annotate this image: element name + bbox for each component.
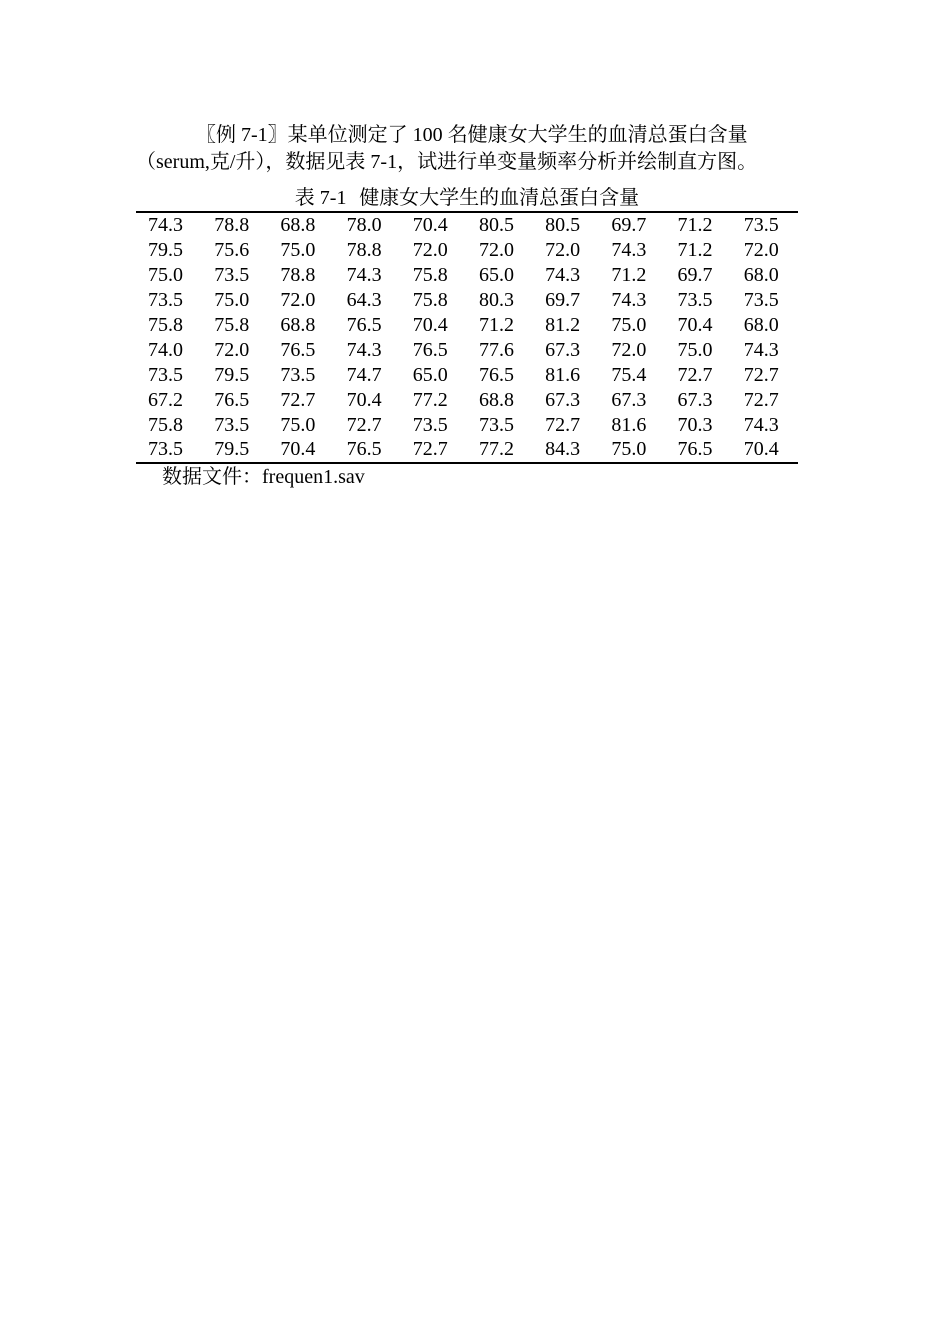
- table-cell: 74.3: [545, 264, 581, 287]
- table-cell: 70.3: [677, 413, 713, 436]
- table-cell: 71.2: [478, 314, 514, 336]
- table-cell: 68.8: [280, 314, 316, 336]
- table-cell: 65.0: [478, 264, 514, 287]
- table-row: [136, 288, 798, 313]
- table-row: [136, 362, 798, 387]
- table-cell: 75.4: [611, 363, 647, 386]
- table-cell: 73.5: [743, 289, 779, 312]
- table-cell: 68.0: [743, 314, 779, 336]
- table-cell: 74.0: [148, 338, 183, 361]
- table-cell: 72.0: [743, 239, 779, 262]
- table-cell: 74.7: [346, 363, 382, 386]
- table-body: [136, 213, 798, 462]
- table-cell: 75.0: [611, 314, 647, 336]
- table-cell: 81.6: [545, 363, 581, 386]
- table-cell: 75.6: [214, 239, 250, 262]
- table-cell: 78.0: [346, 214, 382, 237]
- table-row: [136, 337, 798, 362]
- table-cell: 78.8: [280, 264, 316, 287]
- table-cell: 75.8: [412, 264, 448, 287]
- table-cell: 78.8: [346, 239, 382, 262]
- table-cell: 68.0: [743, 264, 779, 287]
- table-cell: 77.6: [478, 338, 514, 361]
- table-cell: 75.8: [214, 314, 250, 336]
- table-cell: 72.7: [743, 363, 779, 386]
- table-cell: 70.4: [412, 314, 448, 336]
- table-cell: 70.4: [412, 214, 448, 237]
- table-cell: 78.8: [214, 214, 250, 237]
- table-cell: 70.4: [743, 438, 779, 461]
- table-cell: 67.2: [148, 388, 183, 411]
- intro-line-2: （serum,克/升），数据见表 7-1，试进行单变量频率分析并绘制直方图。: [136, 151, 758, 173]
- table-cell: 72.7: [677, 363, 713, 386]
- table-cell: 72.7: [346, 413, 382, 436]
- table-cell: 73.5: [677, 289, 713, 312]
- table-cell: 79.5: [214, 363, 250, 386]
- table-cell: 70.4: [280, 438, 316, 461]
- table-row: [136, 313, 798, 338]
- table-cell: 72.0: [478, 239, 514, 262]
- serum-data-table: [136, 211, 798, 464]
- table-cell: 76.5: [214, 388, 250, 411]
- table-cell: 77.2: [412, 388, 448, 411]
- table-cell: 67.3: [545, 388, 581, 411]
- table-cell: 79.5: [214, 438, 250, 461]
- table-cell: 74.3: [148, 214, 183, 237]
- table-caption-text: 健康女大学生的血清总蛋白含量: [359, 185, 640, 209]
- table-row: [136, 412, 798, 437]
- table-cell: 65.0: [412, 363, 448, 386]
- table-cell: 74.3: [611, 239, 647, 262]
- table-cell: 75.0: [280, 239, 316, 262]
- table-cell: 75.0: [611, 438, 647, 461]
- table-cell: 71.2: [677, 214, 713, 237]
- table-cell: 74.3: [346, 338, 382, 361]
- table-cell: 75.8: [148, 413, 183, 436]
- table-cell: 80.5: [478, 214, 514, 237]
- table-cell: 73.5: [148, 289, 183, 312]
- table-cell: 75.8: [412, 289, 448, 312]
- data-file-note: [162, 464, 365, 490]
- table-cell: 72.0: [611, 338, 647, 361]
- table-cell: 67.3: [677, 388, 713, 411]
- table-cell: 76.5: [412, 338, 448, 361]
- table-cell: 73.5: [214, 264, 250, 287]
- table-cell: 73.5: [412, 413, 448, 436]
- table-row: [136, 213, 798, 238]
- table-cell: 72.7: [545, 413, 581, 436]
- table-cell: 68.8: [280, 214, 316, 237]
- table-cell: 76.5: [346, 314, 382, 336]
- table-cell: 75.0: [280, 413, 316, 436]
- table-cell: 69.7: [611, 214, 647, 237]
- table-cell: 76.5: [478, 363, 514, 386]
- table-cell: 73.5: [280, 363, 316, 386]
- table-cell: 73.5: [478, 413, 514, 436]
- table-cell: 67.3: [545, 338, 581, 361]
- table-cell: 75.0: [214, 289, 250, 312]
- table-caption-number: 表 7-1: [294, 187, 347, 209]
- data-file-name: frequen1.sav: [262, 466, 365, 488]
- table-cell: 72.7: [412, 438, 448, 461]
- table-cell: 69.7: [545, 289, 581, 312]
- table-row: [136, 437, 798, 462]
- table-cell: 75.8: [148, 314, 183, 336]
- table-cell: 79.5: [148, 239, 183, 262]
- table-caption: [136, 184, 798, 211]
- table-cell: 73.5: [148, 363, 183, 386]
- table-cell: 73.5: [214, 413, 250, 436]
- table-cell: 75.0: [148, 264, 183, 287]
- table-cell: 72.0: [545, 239, 581, 262]
- table-cell: 74.3: [743, 338, 779, 361]
- table-cell: 80.5: [545, 214, 581, 237]
- table-cell: 74.3: [346, 264, 382, 287]
- table-cell: 74.3: [611, 289, 647, 312]
- table-cell: 73.5: [743, 214, 779, 237]
- table-cell: 76.5: [280, 338, 316, 361]
- table-cell: 69.7: [677, 264, 713, 287]
- table-cell: 81.6: [611, 413, 647, 436]
- table-cell: 70.4: [677, 314, 713, 336]
- table-cell: 72.7: [280, 388, 316, 411]
- table-cell: 72.0: [214, 338, 250, 361]
- table-row: [136, 263, 798, 288]
- table-cell: 71.2: [677, 239, 713, 262]
- example-intro: [136, 122, 800, 176]
- table-cell: 80.3: [478, 289, 514, 312]
- table-cell: 68.8: [478, 388, 514, 411]
- table-cell: 67.3: [611, 388, 647, 411]
- table-cell: 72.0: [412, 239, 448, 262]
- table-cell: 76.5: [677, 438, 713, 461]
- table-cell: 75.0: [677, 338, 713, 361]
- table-cell: 76.5: [346, 438, 382, 461]
- data-file-label: 数据文件：: [162, 466, 262, 488]
- table-row: [136, 238, 798, 263]
- table-row: [136, 387, 798, 412]
- table-cell: 81.2: [545, 314, 581, 336]
- table-cell: 64.3: [346, 289, 382, 312]
- table-cell: 74.3: [743, 413, 779, 436]
- table-cell: 84.3: [545, 438, 581, 461]
- table-cell: 77.2: [478, 438, 514, 461]
- table-cell: 73.5: [148, 438, 183, 461]
- table-cell: 72.7: [743, 388, 779, 411]
- table-cell: 72.0: [280, 289, 316, 312]
- table-cell: 70.4: [346, 388, 382, 411]
- intro-line-1: 〖例 7-1〗某单位测定了 100 名健康女大学生的血清总蛋白含量: [196, 124, 748, 146]
- table-cell: 71.2: [611, 264, 647, 287]
